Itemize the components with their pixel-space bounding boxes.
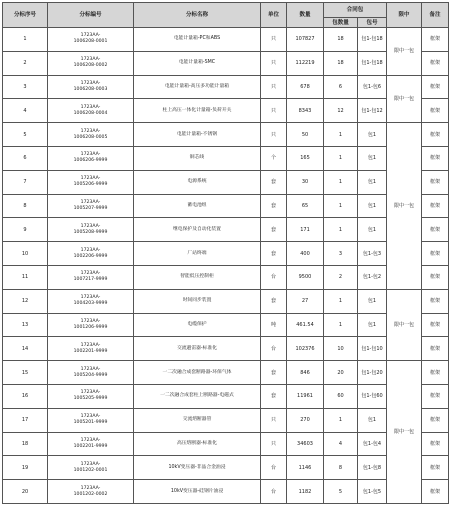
row-name: 时间同步装置 bbox=[134, 289, 261, 313]
row-pkg-count: 18 bbox=[324, 51, 358, 75]
row-pkg-no: 包1-包6 bbox=[358, 75, 387, 99]
table-row bbox=[3, 408, 449, 432]
row-code-line: 1723AA- bbox=[80, 128, 101, 134]
table-row bbox=[3, 28, 449, 52]
row-idx: 9 bbox=[3, 218, 48, 242]
row-code-line: 1006208-0001 bbox=[73, 39, 108, 45]
row-unit: 台 bbox=[261, 337, 287, 361]
row-qty: 9500 bbox=[287, 265, 324, 289]
row-code-line: 1007217-9999 bbox=[73, 277, 108, 283]
row-pkg-count: 6 bbox=[324, 75, 358, 99]
table-row bbox=[3, 361, 449, 385]
row-name: 一二次融合成套柱上断路器-电磁式 bbox=[134, 384, 261, 408]
row-qty: 171 bbox=[287, 218, 324, 242]
header-pkg-count: 包数量 bbox=[324, 18, 358, 28]
row-name: 电缆保护 bbox=[134, 313, 261, 337]
row-code-line: 1001206-9999 bbox=[73, 324, 108, 330]
table-row bbox=[3, 265, 449, 289]
row-unit: 台 bbox=[261, 480, 287, 504]
row-code-line: 1723AA- bbox=[80, 318, 101, 324]
row-qty: 112219 bbox=[287, 51, 324, 75]
row-idx: 4 bbox=[3, 99, 48, 123]
table-row bbox=[3, 51, 449, 75]
row-name: 继电保护及自动化装置 bbox=[134, 218, 261, 242]
table-row bbox=[3, 170, 449, 194]
row-pkg-count: 1 bbox=[324, 408, 358, 432]
row-qty: 27 bbox=[287, 289, 324, 313]
row-code-line: 1001202-0002 bbox=[73, 491, 108, 497]
row-unit: 套 bbox=[261, 218, 287, 242]
row-unit: 套 bbox=[261, 242, 287, 266]
row-code bbox=[48, 480, 134, 504]
row-code-line: 1723AA- bbox=[80, 104, 101, 110]
row-code-line: 1002201-9999 bbox=[73, 443, 108, 449]
row-code bbox=[48, 170, 134, 194]
row-code-line: 1006208-0002 bbox=[73, 63, 108, 69]
row-code-line: 1723AA- bbox=[80, 390, 101, 396]
row-note: 框架 bbox=[422, 289, 449, 313]
row-qty: 107827 bbox=[287, 28, 324, 52]
row-idx: 1 bbox=[3, 28, 48, 52]
row-code bbox=[48, 432, 134, 456]
row-unit: 只 bbox=[261, 75, 287, 99]
row-pkg-count: 1 bbox=[324, 289, 358, 313]
row-name: 电能计量箱-PC和ABS bbox=[134, 28, 261, 52]
header-idx: 分标序号 bbox=[3, 3, 48, 28]
row-pkg-no: 包1-包60 bbox=[358, 384, 387, 408]
row-code bbox=[48, 194, 134, 218]
row-pkg-no: 包1-包8 bbox=[358, 456, 387, 480]
row-pkg-no: 包1-包20 bbox=[358, 361, 387, 385]
table-row bbox=[3, 456, 449, 480]
row-code bbox=[48, 146, 134, 170]
row-pkg-no: 包1 bbox=[358, 194, 387, 218]
row-unit: 只 bbox=[261, 432, 287, 456]
row-code bbox=[48, 361, 134, 385]
row-code-line: 1723AA- bbox=[80, 33, 101, 39]
row-idx: 7 bbox=[3, 170, 48, 194]
row-code bbox=[48, 384, 134, 408]
row-pkg-count: 1 bbox=[324, 170, 358, 194]
row-pkg-count: 1 bbox=[324, 194, 358, 218]
header-name: 分标名称 bbox=[134, 3, 261, 28]
row-code-line: 1006208-0005 bbox=[73, 134, 108, 140]
row-code-line: 1723AA- bbox=[80, 414, 101, 420]
table-row bbox=[3, 313, 449, 337]
row-idx: 5 bbox=[3, 123, 48, 147]
row-unit: 只 bbox=[261, 28, 287, 52]
row-idx: 2 bbox=[3, 51, 48, 75]
limit-group: 限中一包 bbox=[387, 123, 422, 290]
row-idx: 16 bbox=[3, 384, 48, 408]
row-note: 框架 bbox=[422, 456, 449, 480]
row-name: 柱上高压一体化计量箱-负荷开关 bbox=[134, 99, 261, 123]
row-pkg-count: 8 bbox=[324, 456, 358, 480]
row-unit: 套 bbox=[261, 289, 287, 313]
row-pkg-count: 3 bbox=[324, 242, 358, 266]
row-pkg-no: 包1-包4 bbox=[358, 432, 387, 456]
row-code-line: 1723AA- bbox=[80, 80, 101, 86]
row-note: 框架 bbox=[422, 170, 449, 194]
row-unit: 只 bbox=[261, 408, 287, 432]
row-code bbox=[48, 123, 134, 147]
row-note: 框架 bbox=[422, 313, 449, 337]
row-pkg-no: 包1 bbox=[358, 289, 387, 313]
row-qty: 65 bbox=[287, 194, 324, 218]
row-qty: 400 bbox=[287, 242, 324, 266]
row-code bbox=[48, 313, 134, 337]
limit-group: 限中一包 bbox=[387, 75, 422, 123]
row-code-line: 1005204-9999 bbox=[73, 372, 108, 378]
row-idx: 3 bbox=[3, 75, 48, 99]
header-code: 分标编号 bbox=[48, 3, 134, 28]
row-unit: 套 bbox=[261, 361, 287, 385]
row-unit: 套 bbox=[261, 194, 287, 218]
row-pkg-no: 包1-包10 bbox=[358, 337, 387, 361]
row-name: 高压熔断器-标准化 bbox=[134, 432, 261, 456]
row-code-line: 1005205-9999 bbox=[73, 396, 108, 402]
row-name: 厂站终端 bbox=[134, 242, 261, 266]
row-note: 框架 bbox=[422, 408, 449, 432]
row-code-line: 1723AA- bbox=[80, 295, 101, 301]
row-code-line: 1723AA- bbox=[80, 461, 101, 467]
row-unit: 套 bbox=[261, 170, 287, 194]
table-row bbox=[3, 432, 449, 456]
row-pkg-count: 1 bbox=[324, 218, 358, 242]
row-code bbox=[48, 408, 134, 432]
row-pkg-no: 包1-包5 bbox=[358, 480, 387, 504]
table-row bbox=[3, 337, 449, 361]
table-row bbox=[3, 75, 449, 99]
row-code-line: 1723AA- bbox=[80, 199, 101, 205]
row-code bbox=[48, 265, 134, 289]
header-qty: 数量 bbox=[287, 3, 324, 28]
row-note: 框架 bbox=[422, 361, 449, 385]
row-unit: 只 bbox=[261, 51, 287, 75]
row-code-line: 1002206-9999 bbox=[73, 253, 108, 259]
row-pkg-count: 1 bbox=[324, 146, 358, 170]
row-pkg-no: 包1-包18 bbox=[358, 28, 387, 52]
row-pkg-count: 10 bbox=[324, 337, 358, 361]
row-code bbox=[48, 456, 134, 480]
table-body bbox=[3, 28, 449, 504]
row-qty: 461.54 bbox=[287, 313, 324, 337]
row-code bbox=[48, 51, 134, 75]
row-idx: 11 bbox=[3, 265, 48, 289]
row-code-line: 1005207-9999 bbox=[73, 205, 108, 211]
table-row bbox=[3, 123, 449, 147]
row-note: 框架 bbox=[422, 75, 449, 99]
row-pkg-no: 包1 bbox=[358, 146, 387, 170]
row-idx: 15 bbox=[3, 361, 48, 385]
row-note: 框架 bbox=[422, 194, 449, 218]
row-code-line: 1006208-0003 bbox=[73, 86, 108, 92]
row-idx: 13 bbox=[3, 313, 48, 337]
row-code-line: 1004203-9999 bbox=[73, 301, 108, 307]
row-note: 框架 bbox=[422, 480, 449, 504]
row-code-line: 1001202-0001 bbox=[73, 467, 108, 473]
row-code bbox=[48, 289, 134, 313]
row-code-line: 1723AA- bbox=[80, 152, 101, 158]
header-limit: 限中 bbox=[387, 3, 422, 28]
limit-group: 限中一包 bbox=[387, 361, 422, 504]
row-code-line: 1005201-9999 bbox=[73, 420, 108, 426]
bid-table bbox=[2, 2, 449, 504]
row-pkg-no: 包1-包3 bbox=[358, 242, 387, 266]
row-qty: 50 bbox=[287, 123, 324, 147]
row-unit: 台 bbox=[261, 265, 287, 289]
header-unit: 单位 bbox=[261, 3, 287, 28]
row-unit: 个 bbox=[261, 146, 287, 170]
row-name: 一二次融合成套断路器-环保气体 bbox=[134, 361, 261, 385]
row-idx: 14 bbox=[3, 337, 48, 361]
row-code-line: 1723AA- bbox=[80, 437, 101, 443]
row-pkg-count: 20 bbox=[324, 361, 358, 385]
row-pkg-count: 4 bbox=[324, 432, 358, 456]
row-note: 框架 bbox=[422, 242, 449, 266]
row-code bbox=[48, 75, 134, 99]
row-pkg-count: 12 bbox=[324, 99, 358, 123]
row-qty: 34603 bbox=[287, 432, 324, 456]
row-qty: 102376 bbox=[287, 337, 324, 361]
row-idx: 20 bbox=[3, 480, 48, 504]
row-name: 交流熔断器管 bbox=[134, 408, 261, 432]
row-code-line: 1723AA- bbox=[80, 342, 101, 348]
row-note: 框架 bbox=[422, 337, 449, 361]
header-pkg-no: 包号 bbox=[358, 18, 387, 28]
header-contract: 合同包 bbox=[324, 3, 387, 18]
header-note: 备注 bbox=[422, 3, 449, 28]
row-idx: 18 bbox=[3, 432, 48, 456]
row-pkg-count: 1 bbox=[324, 313, 358, 337]
row-idx: 8 bbox=[3, 194, 48, 218]
table-row bbox=[3, 99, 449, 123]
row-qty: 1182 bbox=[287, 480, 324, 504]
row-idx: 12 bbox=[3, 289, 48, 313]
row-note: 框架 bbox=[422, 432, 449, 456]
row-code bbox=[48, 28, 134, 52]
row-pkg-no: 包1-包12 bbox=[358, 99, 387, 123]
row-qty: 165 bbox=[287, 146, 324, 170]
row-pkg-no: 包1 bbox=[358, 170, 387, 194]
row-name: 10kV变压器-硅钢片油浸 bbox=[134, 480, 261, 504]
row-pkg-no: 包1 bbox=[358, 313, 387, 337]
row-note: 框架 bbox=[422, 99, 449, 123]
row-unit: 只 bbox=[261, 123, 287, 147]
row-code-line: 1005208-9999 bbox=[73, 229, 108, 235]
row-idx: 17 bbox=[3, 408, 48, 432]
row-pkg-no: 包1 bbox=[358, 218, 387, 242]
row-pkg-no: 包1-包18 bbox=[358, 51, 387, 75]
row-name: 交流避雷器-标准化 bbox=[134, 337, 261, 361]
row-idx: 19 bbox=[3, 456, 48, 480]
limit-group: 限中一包 bbox=[387, 28, 422, 76]
row-unit: 吨 bbox=[261, 313, 287, 337]
limit-group: 限中一包 bbox=[387, 289, 422, 360]
row-pkg-no: 包1-包2 bbox=[358, 265, 387, 289]
row-unit: 只 bbox=[261, 99, 287, 123]
row-name: 电能计量箱-不锈钢 bbox=[134, 123, 261, 147]
row-code bbox=[48, 242, 134, 266]
row-pkg-count: 60 bbox=[324, 384, 358, 408]
row-name: 智能低压控制柜 bbox=[134, 265, 261, 289]
row-pkg-count: 1 bbox=[324, 123, 358, 147]
row-name: 电能计量箱-SMC bbox=[134, 51, 261, 75]
row-code-line: 1723AA- bbox=[80, 485, 101, 491]
row-code-line: 1723AA- bbox=[80, 223, 101, 229]
row-note: 框架 bbox=[422, 265, 449, 289]
table-row bbox=[3, 242, 449, 266]
row-name: 电源系统 bbox=[134, 170, 261, 194]
row-pkg-no: 包1 bbox=[358, 123, 387, 147]
row-note: 框架 bbox=[422, 146, 449, 170]
row-unit: 套 bbox=[261, 384, 287, 408]
row-pkg-no: 包1 bbox=[358, 408, 387, 432]
table-row bbox=[3, 194, 449, 218]
row-idx: 6 bbox=[3, 146, 48, 170]
row-code-line: 1006208-0004 bbox=[73, 110, 108, 116]
row-note: 框架 bbox=[422, 51, 449, 75]
row-code-line: 1723AA- bbox=[80, 247, 101, 253]
row-qty: 270 bbox=[287, 408, 324, 432]
row-code-line: 1723AA- bbox=[80, 176, 101, 182]
row-pkg-count: 2 bbox=[324, 265, 358, 289]
row-name: 铜芯线 bbox=[134, 146, 261, 170]
row-code-line: 1723AA- bbox=[80, 57, 101, 63]
row-unit: 台 bbox=[261, 456, 287, 480]
row-code-line: 1723AA- bbox=[80, 271, 101, 277]
row-note: 框架 bbox=[422, 218, 449, 242]
row-pkg-count: 5 bbox=[324, 480, 358, 504]
row-name: 10kV变压器-非晶合金油浸 bbox=[134, 456, 261, 480]
row-code-line: 1002201-9999 bbox=[73, 348, 108, 354]
row-note: 框架 bbox=[422, 123, 449, 147]
row-code bbox=[48, 218, 134, 242]
row-name: 电能计量箱-高压多功能计量箱 bbox=[134, 75, 261, 99]
row-pkg-count: 18 bbox=[324, 28, 358, 52]
row-code-line: 1723AA- bbox=[80, 366, 101, 372]
row-note: 框架 bbox=[422, 28, 449, 52]
row-code bbox=[48, 99, 134, 123]
row-qty: 846 bbox=[287, 361, 324, 385]
row-idx: 10 bbox=[3, 242, 48, 266]
row-qty: 678 bbox=[287, 75, 324, 99]
row-qty: 1146 bbox=[287, 456, 324, 480]
row-qty: 30 bbox=[287, 170, 324, 194]
row-name: 蓄电池组 bbox=[134, 194, 261, 218]
table-row bbox=[3, 218, 449, 242]
table-row bbox=[3, 480, 449, 504]
row-note: 框架 bbox=[422, 384, 449, 408]
row-code bbox=[48, 337, 134, 361]
row-qty: 11961 bbox=[287, 384, 324, 408]
table-row bbox=[3, 384, 449, 408]
table-row bbox=[3, 146, 449, 170]
row-qty: 8343 bbox=[287, 99, 324, 123]
row-code-line: 1005206-9999 bbox=[73, 182, 108, 188]
row-code-line: 1006206-9999 bbox=[73, 158, 108, 164]
table-row bbox=[3, 289, 449, 313]
